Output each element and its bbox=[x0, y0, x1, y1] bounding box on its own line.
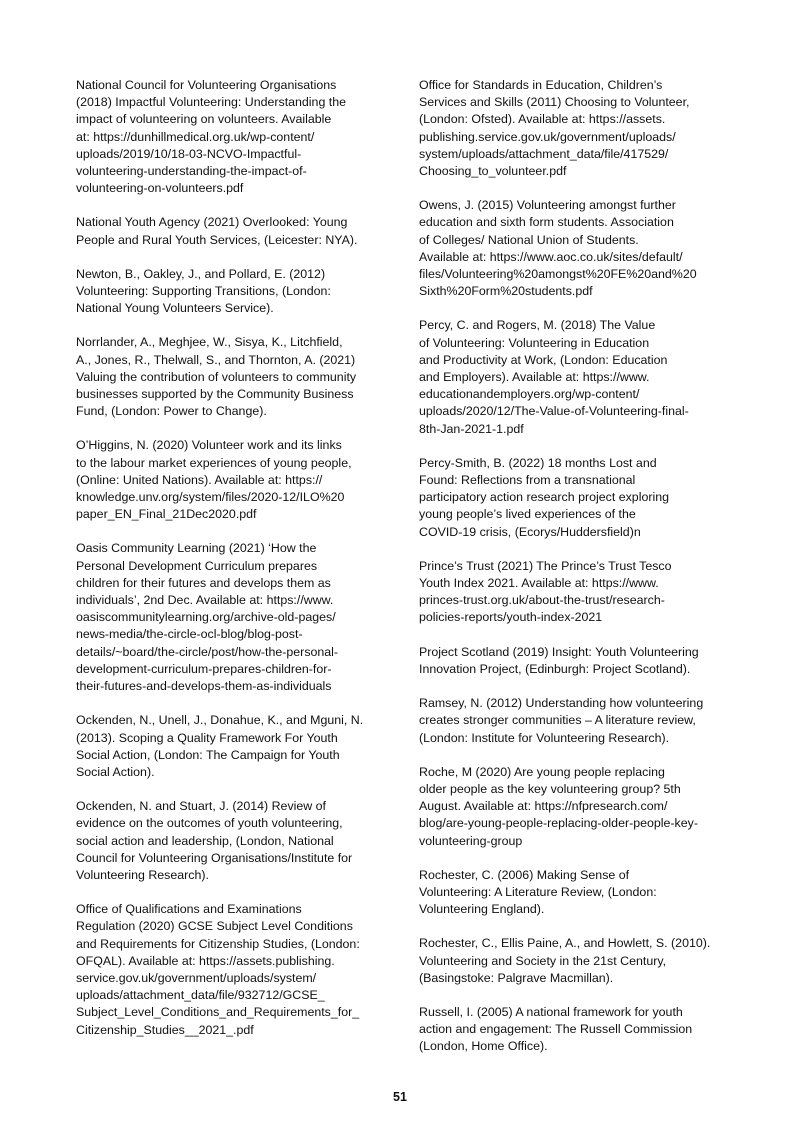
reference-entry: Ockenden, N., Unell, J., Donahue, K., and Mguni, N. (2013). Scoping a Quality Framework For Youth Social Action, (London: The Campaign for Youth Social Action). bbox=[76, 713, 364, 779]
reference-entry: Newton, B., Oakley, J., and Pollard, E. (2012) Volunteering: Supporting Transitions, (London: National Young Volunteers Service). bbox=[76, 266, 331, 316]
reference-entry: Office for Standards in Education, Children’s Services and Skills (2011) Choosing to Volunteer, (London: Ofsted). Available at: https://assets. publishing.service.gov.uk/government/uploads/ system/uploads/attachment_data/file/417529/ Choosing_to_volunteer.pdf bbox=[419, 78, 690, 179]
reference-entry: Office of Qualifications and Examinations Regulation (2020) GCSE Subject Level Conditions and Requirements for Citizenship Studies, (London: OFQAL). Available at: https://assets.publishing. service.gov.uk/government/uploads/system/ uploads/attachment_data/file/932712/GCSE_ Subject_Level_Conditions_and_Requirements_for_ Citizenship_Studies__2021_.pdf bbox=[76, 902, 360, 1037]
reference-entry: Percy, C. and Rogers, M. (2018) The Value of Volunteering: Volunteering in Education and Productivity at Work, (London: Education and Employers). Available at: https://www. educationandemployers.org/wp-content/ uploads/2020/12/The-Value-of-Volunteering-final- 8th-Jan-2021-1.pdf bbox=[419, 318, 689, 436]
reference-entry: Roche, M (2020) Are young people replacing older people as the key volunteering group? 5th August. Available at: https://nfpresearch.com/ blog/are-young-people-replacing-older-people-key- volunteering-group bbox=[419, 764, 698, 848]
reference-entry: Prince’s Trust (2021) The Prince’s Trust Tesco Youth Index 2021. Available at: https://www. princes-trust.org.uk/about-the-trust/research- policies-reports/youth-index-2021 bbox=[419, 558, 672, 625]
reference-entry: Rochester, C. (2006) Making Sense of Volunteering: A Literature Review, (London: Volunteering England). bbox=[419, 867, 657, 917]
reference-entry: Russell, I. (2005) A national framework for youth action and engagement: The Russell Commission (London, Home Office). bbox=[419, 1004, 693, 1054]
references-right-column bbox=[419, 77, 729, 1073]
reference-entry: Ramsey, N. (2012) Understanding how volunteering creates stronger communities – A literature review, (London: Institute for Volunteering Research). bbox=[419, 696, 704, 745]
page-number: 51 bbox=[393, 1090, 407, 1104]
reference-entry: National Council for Volunteering Organisations (2018) Impactful Volunteering: Understanding the impact of volunteering on volunteers. Available at: https://dunhillmedical.org.uk/wp-content/ uploads/2019/10/18-03-NCVO-Impactful- volunteering-understanding-the-impact-of- volunteering-on-volunteers.pdf bbox=[76, 78, 347, 196]
reference-entry: National Youth Agency (2021) Overlooked: Young People and Rural Youth Services, (Leicester: NYA). bbox=[76, 215, 358, 247]
reference-entry: Owens, J. (2015) Volunteering amongst further education and sixth form students. Association of Colleges/ National Union of Students. Available at: https://www.aoc.co.uk/sites/default/ files/Volunteering%20amongst%20FE%20and%20 Sixth%20Form%20students.pdf bbox=[419, 198, 697, 299]
references-left-column bbox=[76, 77, 386, 1056]
reference-entry: Percy-Smith, B. (2022) 18 months Lost and Found: Reflections from a transnational participatory action research project exploring young people’s lived experiences of the COVID-19 crisis, (Ecorys/Huddersfield)n bbox=[419, 455, 670, 539]
reference-entry: Rochester, C., Ellis Paine, A., and Howlett, S. (2010). Volunteering and Society in the 21st Century, (Basingstoke: Palgrave Macmillan). bbox=[419, 936, 711, 985]
reference-entry: Project Scotland (2019) Insight: Youth Volunteering Innovation Project, (Edinburgh: Project Scotland). bbox=[419, 644, 699, 676]
reference-entry: Norrlander, A., Meghjee, W., Sisya, K., Litchfield, A., Jones, R., Thelwall, S., and Thornton, A. (2021) Valuing the contribution of volunteers to community businesses supported by the Community Business Fund, (London: Power to Change). bbox=[76, 335, 357, 419]
reference-entry: O’Higgins, N. (2020) Volunteer work and its links to the labour market experiences of young people, (Online: United Nations). Available at: https:// knowledge.unv.org/system/files/2020-12/ILO%20 paper_EN_Final_21Dec2020.pdf bbox=[76, 438, 352, 522]
reference-entry: Ockenden, N. and Stuart, J. (2014) Review of evidence on the outcomes of youth volunteering, social action and leadership, (London, National Council for Volunteering Organisations/Institute for Volunteering Research). bbox=[76, 799, 353, 882]
reference-entry: Oasis Community Learning (2021) ‘How the Personal Development Curriculum prepares children for their futures and develops them as individuals’, 2nd Dec. Available at: https://www. oasiscommunitylearning.org/archive-old-pages/ news-media/the-circle-ocl-blog/blog-post- details/~board/the-circle/post/how-the-personal- development-curriculum-prepares-children-for- their-futures-and-develops-them-as-individuals bbox=[76, 541, 339, 694]
